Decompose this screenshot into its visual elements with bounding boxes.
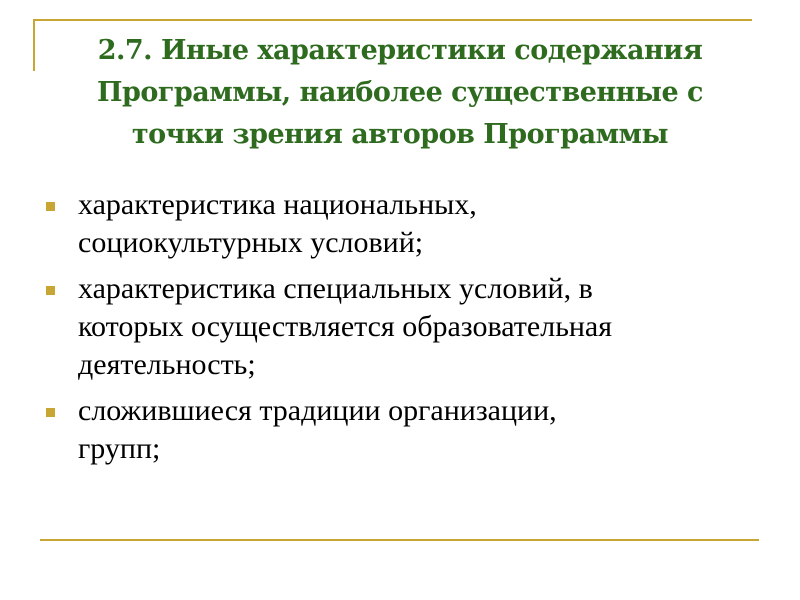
bottom-divider xyxy=(40,539,759,541)
top-divider xyxy=(33,19,752,21)
title-line: Программы, наиболее существенные с xyxy=(96,77,703,108)
bullet-text-line: сложившиеся традиции организации, xyxy=(78,394,557,427)
left-accent-line xyxy=(33,19,35,71)
bullet-text-line: характеристика национальных, xyxy=(78,188,477,221)
list-item xyxy=(40,186,760,262)
slide-title xyxy=(40,30,760,156)
bullet-text-line: групп; xyxy=(78,432,161,465)
bullet-text-line: которых осуществляется образовательная xyxy=(78,310,613,343)
bullet-text-line: деятельность; xyxy=(78,348,256,381)
list-item xyxy=(40,392,760,468)
square-bullet-icon xyxy=(46,202,55,211)
title-line: 2.7. Иные характеристики содержания xyxy=(97,35,703,66)
bullet-text-line: социокультурных условий; xyxy=(78,226,424,259)
list-item xyxy=(40,270,760,384)
bullet-text-line: характеристика специальных условий, в xyxy=(78,272,593,305)
square-bullet-icon xyxy=(46,286,55,295)
title-line: точки зрения авторов Программы xyxy=(131,119,669,150)
bullet-list xyxy=(40,186,760,476)
square-bullet-icon xyxy=(46,408,55,417)
